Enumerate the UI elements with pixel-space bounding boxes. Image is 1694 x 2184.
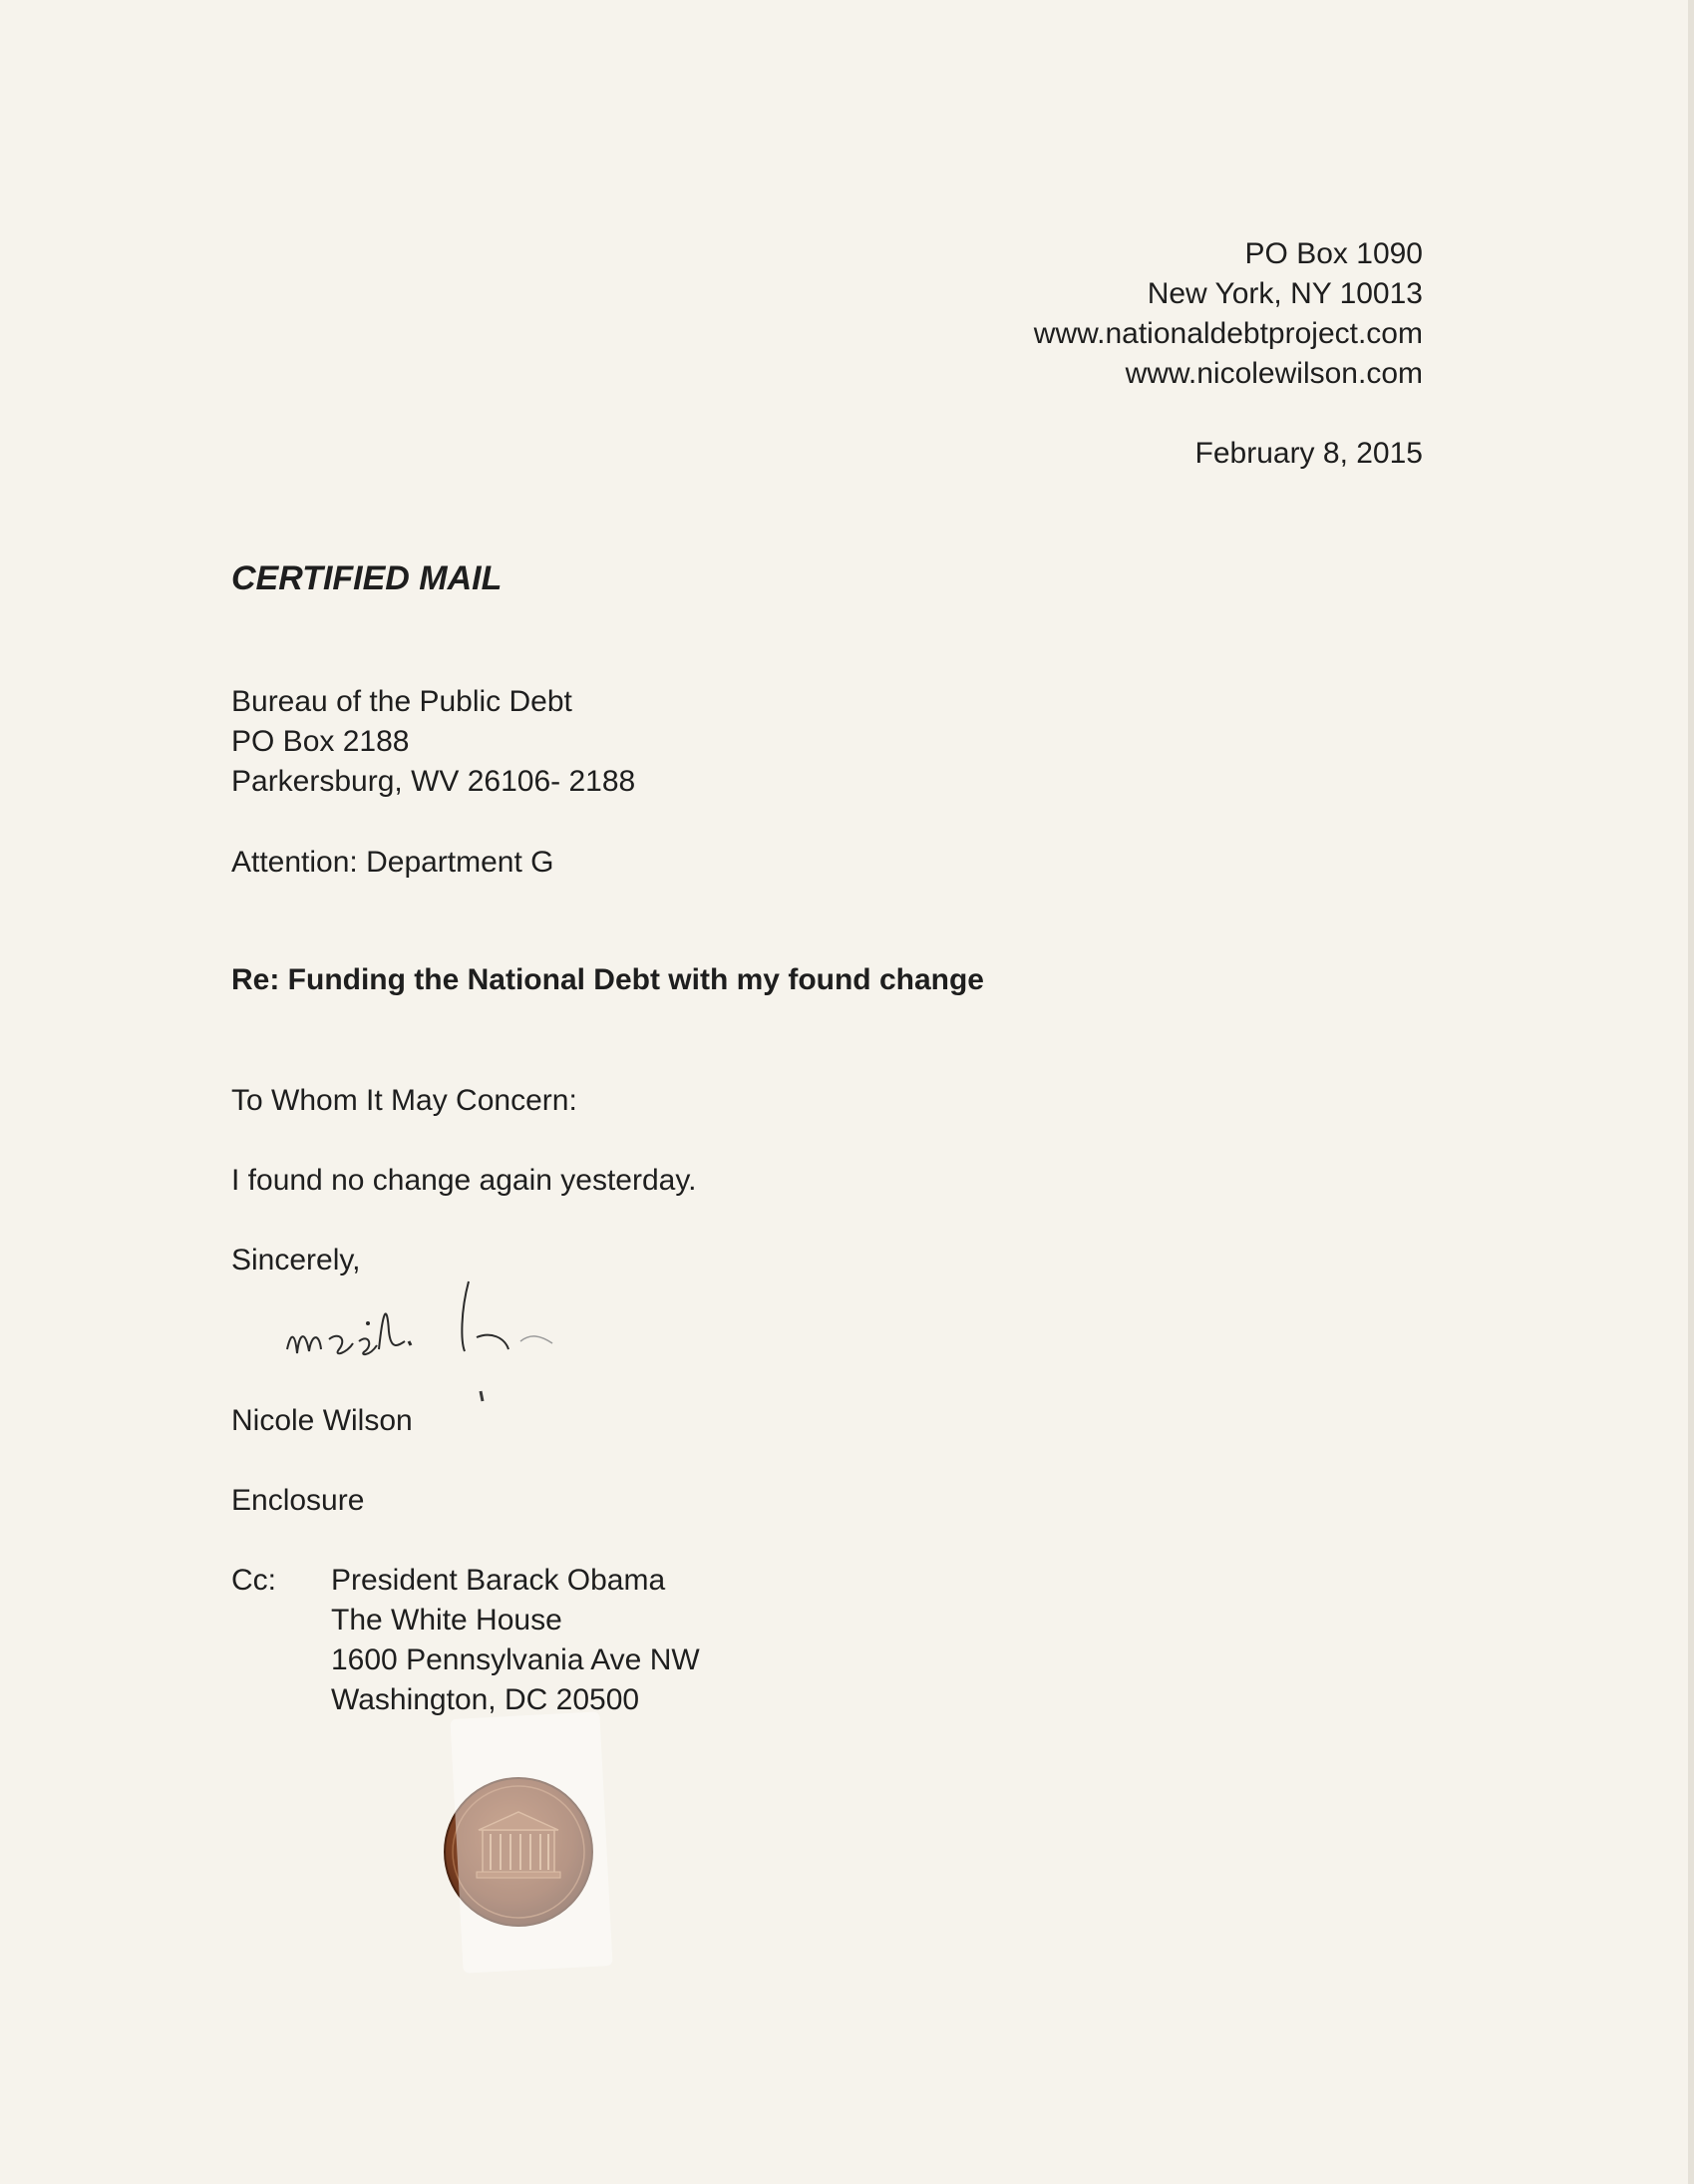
cc-line3: 1600 Pennsylvania Ave NW: [331, 1643, 700, 1676]
handwritten-signature: [269, 1272, 608, 1411]
letter-body: I found no change again yesterday.: [231, 1164, 697, 1197]
salutation: To Whom It May Concern:: [231, 1084, 577, 1117]
recipient-address-line2: Parkersburg, WV 26106- 2188: [231, 765, 636, 798]
cc-line1: President Barack Obama: [331, 1564, 666, 1597]
signer-name: Nicole Wilson: [231, 1404, 413, 1437]
tape-strip: [450, 1711, 612, 1974]
sender-website-2: www.nicolewilson.com: [1125, 357, 1423, 390]
sender-address-line1: PO Box 1090: [1244, 237, 1423, 270]
sender-website-1: www.nationaldebtproject.com: [1033, 317, 1423, 350]
recipient-name: Bureau of the Public Debt: [231, 685, 572, 718]
cc-line4: Washington, DC 20500: [331, 1683, 640, 1716]
certified-mail-heading: CERTIFIED MAIL: [231, 559, 503, 597]
recipient-address-line1: PO Box 2188: [231, 725, 410, 758]
enclosure-label: Enclosure: [231, 1484, 365, 1517]
cc-line2: The White House: [331, 1604, 562, 1637]
sender-address-line2: New York, NY 10013: [1147, 277, 1423, 310]
subject-line: Re: Funding the National Debt with my found change: [231, 963, 984, 996]
cc-label: Cc:: [231, 1564, 276, 1597]
closing: Sincerely,: [231, 1244, 361, 1276]
letter-date: February 8, 2015: [1194, 437, 1423, 470]
attention-line: Attention: Department G: [231, 846, 554, 879]
paper-edge: [1688, 0, 1694, 2184]
